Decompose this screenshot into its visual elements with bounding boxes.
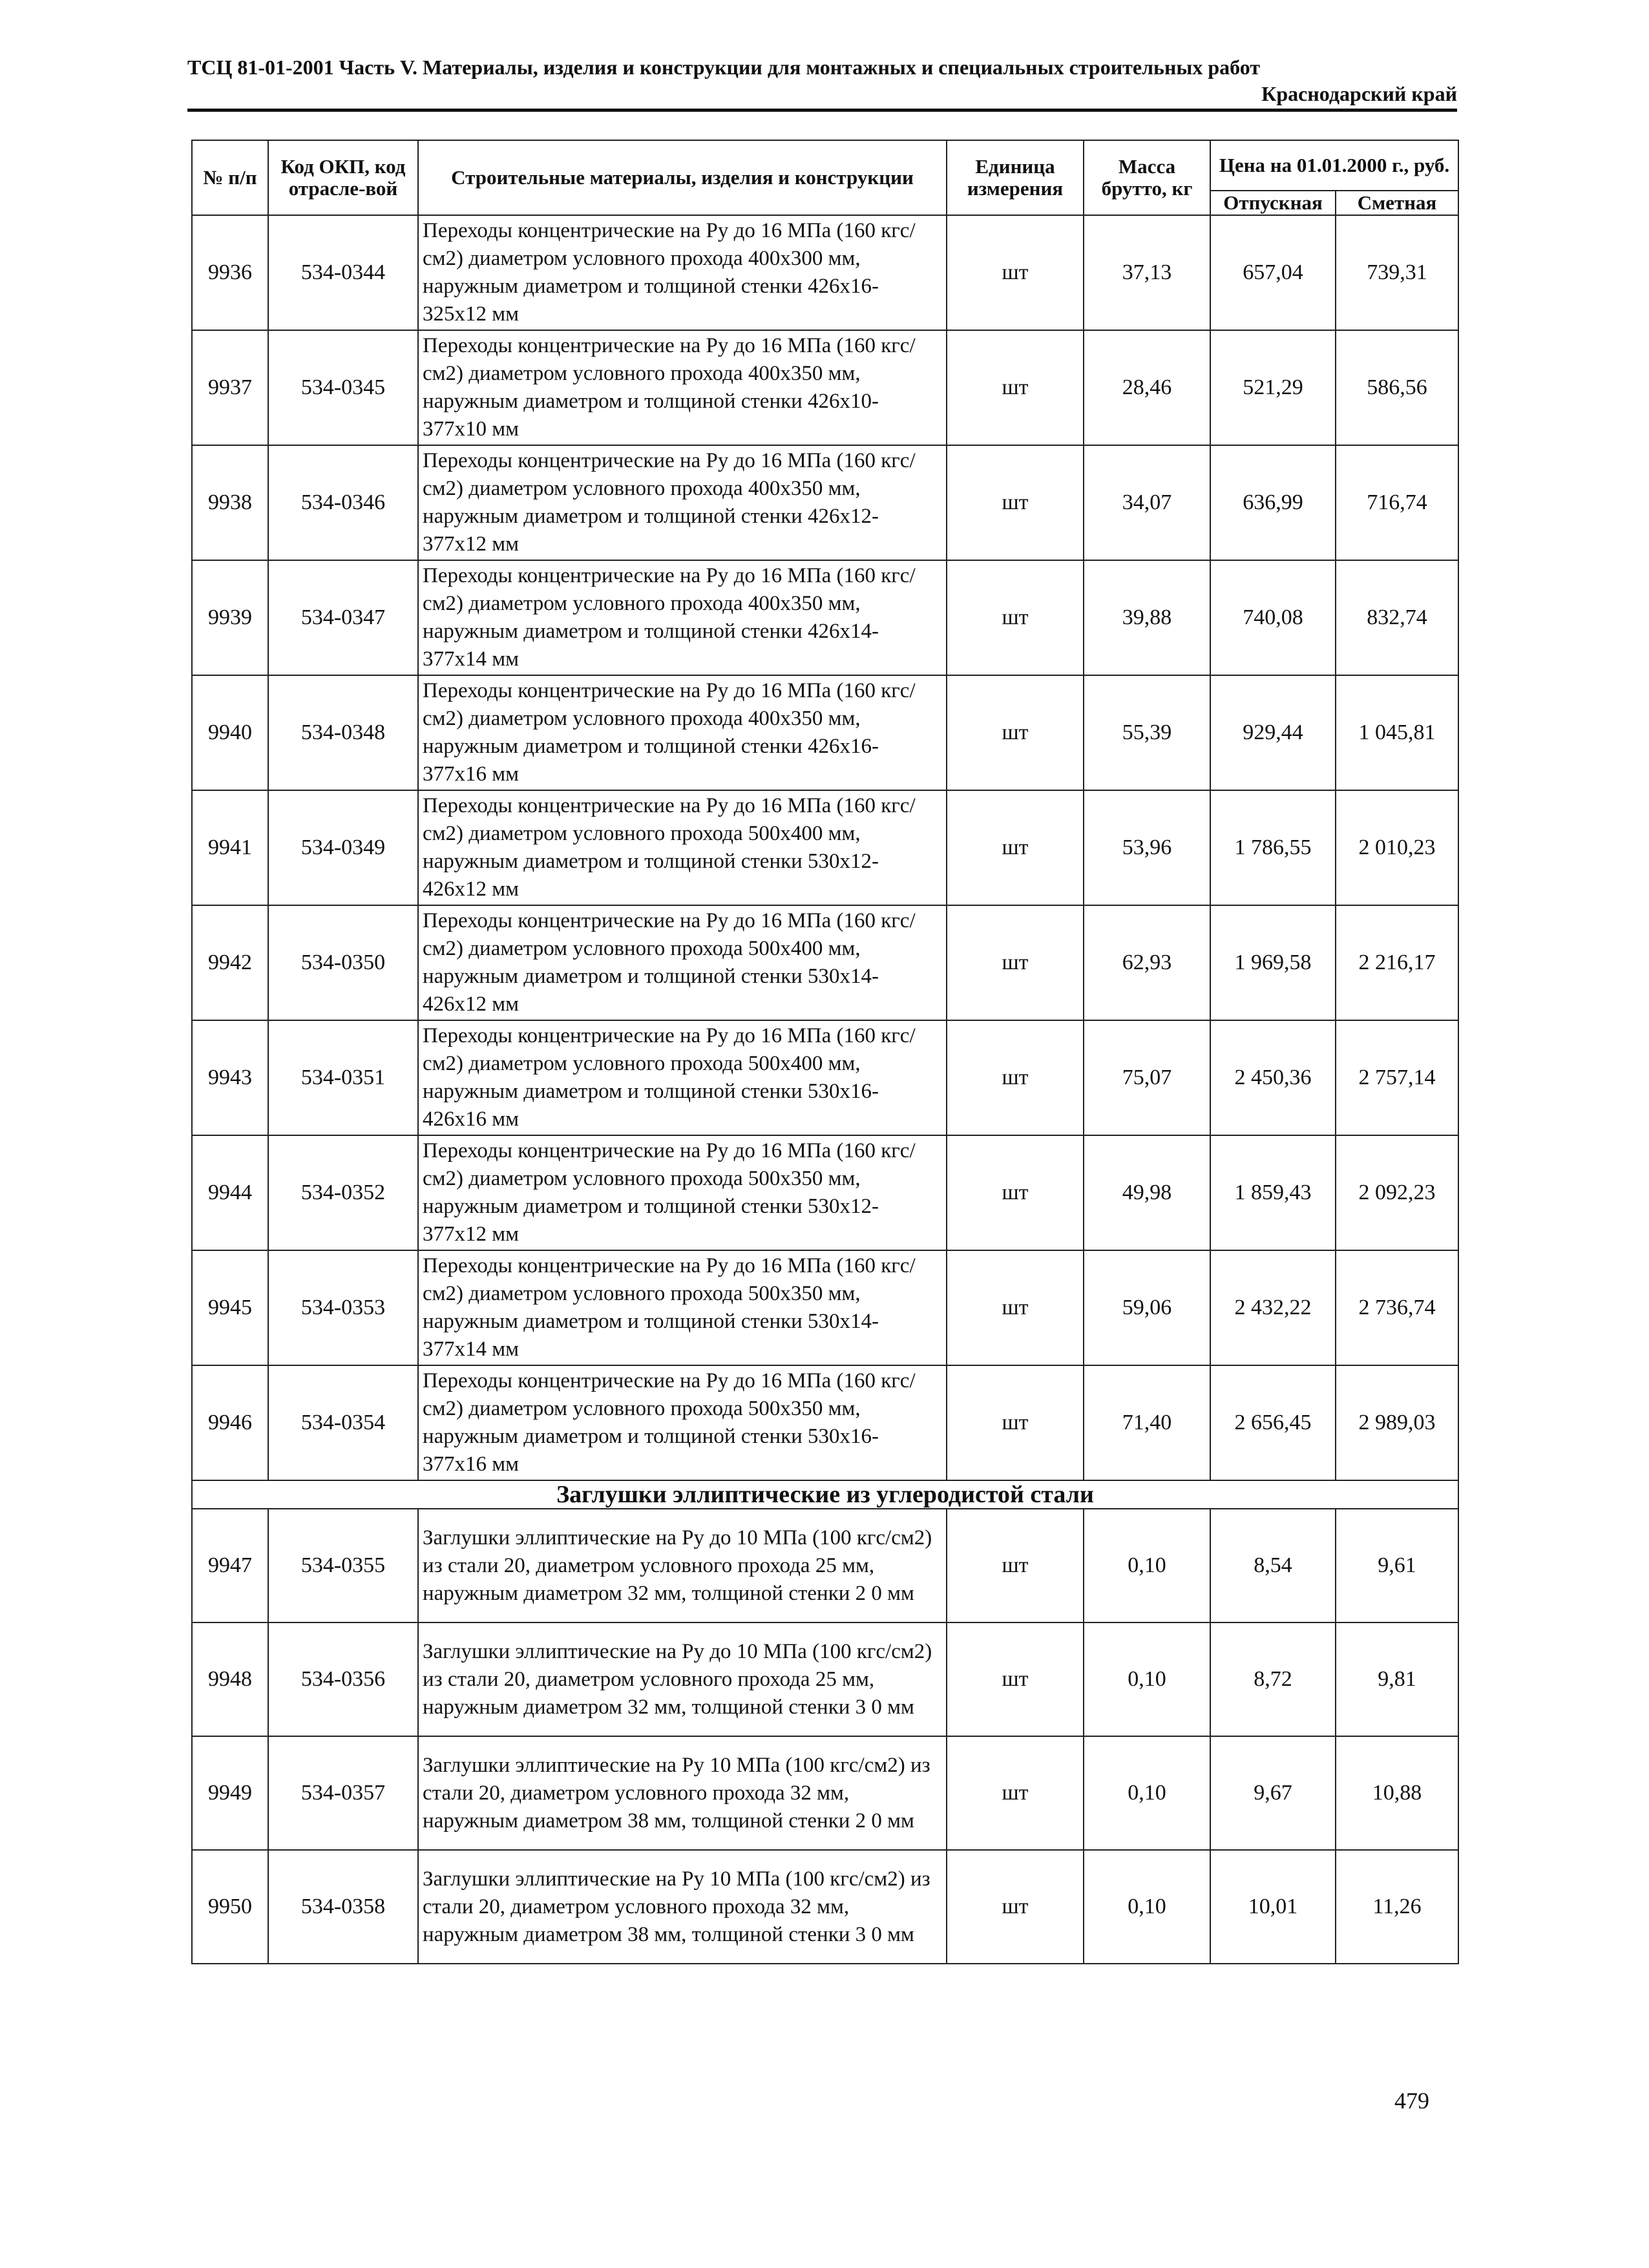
- cell-code: 534-0345: [268, 330, 418, 445]
- cell-unit: шт: [947, 1509, 1084, 1622]
- cell-mass: 59,06: [1084, 1250, 1210, 1365]
- cell-unit: шт: [947, 330, 1084, 445]
- cell-mass: 75,07: [1084, 1020, 1210, 1135]
- cell-price-estimate: 9,81: [1336, 1622, 1458, 1736]
- cell-price-release: 2 450,36: [1210, 1020, 1336, 1135]
- cell-num: 9944: [192, 1135, 268, 1250]
- cell-unit: шт: [947, 675, 1084, 790]
- cell-unit: шт: [947, 1622, 1084, 1736]
- cell-num: 9947: [192, 1509, 268, 1622]
- cell-unit: шт: [947, 445, 1084, 560]
- cell-price-release: 2 656,45: [1210, 1365, 1336, 1480]
- cell-code: 534-0350: [268, 905, 418, 1020]
- cell-price-estimate: 2 736,74: [1336, 1250, 1458, 1365]
- table-row: [192, 1020, 1458, 1135]
- table-row: [192, 1250, 1458, 1365]
- cell-code: 534-0352: [268, 1135, 418, 1250]
- cell-mass: 0,10: [1084, 1736, 1210, 1850]
- cell-code: 534-0347: [268, 560, 418, 675]
- cell-desc: Переходы концентрические на Ру до 16 МПа (160 кгс/см2) диаметром условного прохода 500х350 мм, наружным диаметром и толщиной стенки 530х14-377х14 мм: [418, 1250, 947, 1365]
- cell-desc: Заглушки эллиптические на Ру 10 МПа (100 кгс/см2) из стали 20, диаметром условного прохода 32 мм, наружным диаметром 38 мм, толщиной стенки 2 0 мм: [418, 1736, 947, 1850]
- table-row: [192, 1509, 1458, 1622]
- cell-desc: Заглушки эллиптические на Ру до 10 МПа (100 кгс/см2) из стали 20, диаметром условного прохода 25 мм, наружным диаметром 32 мм, толщиной стенки 2 0 мм: [418, 1509, 947, 1622]
- cell-num: 9948: [192, 1622, 268, 1736]
- cell-price-release: 1 859,43: [1210, 1135, 1336, 1250]
- cell-mass: 55,39: [1084, 675, 1210, 790]
- table-row: [192, 445, 1458, 560]
- cell-code: 534-0353: [268, 1250, 418, 1365]
- header-divider: [187, 109, 1457, 112]
- cell-mass: 34,07: [1084, 445, 1210, 560]
- cell-desc: Заглушки эллиптические на Ру до 10 МПа (100 кгс/см2) из стали 20, диаметром условного прохода 25 мм, наружным диаметром 32 мм, толщиной стенки 3 0 мм: [418, 1622, 947, 1736]
- cell-num: 9945: [192, 1250, 268, 1365]
- cell-price-estimate: 2 092,23: [1336, 1135, 1458, 1250]
- cell-unit: шт: [947, 560, 1084, 675]
- cell-code: 534-0354: [268, 1365, 418, 1480]
- cell-mass: 49,98: [1084, 1135, 1210, 1250]
- cell-price-estimate: 2 010,23: [1336, 790, 1458, 905]
- cell-price-estimate: 2 757,14: [1336, 1020, 1458, 1135]
- cell-unit: шт: [947, 905, 1084, 1020]
- cell-desc: Переходы концентрические на Ру до 16 МПа (160 кгс/см2) диаметром условного прохода 500х400 мм, наружным диаметром и толщиной стенки 530х14-426х12 мм: [418, 905, 947, 1020]
- cell-price-release: 657,04: [1210, 215, 1336, 330]
- page-number: 479: [1394, 2088, 1429, 2114]
- cell-unit: шт: [947, 1365, 1084, 1480]
- cell-price-estimate: 2 989,03: [1336, 1365, 1458, 1480]
- col-header-desc: Строительные материалы, изделия и конструкции: [418, 140, 947, 215]
- col-header-num: № п/п: [192, 140, 268, 215]
- cell-price-estimate: 832,74: [1336, 560, 1458, 675]
- col-header-price-release: Отпускная: [1210, 191, 1336, 215]
- cell-mass: 39,88: [1084, 560, 1210, 675]
- col-header-mass: Масса брутто, кг: [1084, 140, 1210, 215]
- col-header-unit: Единица измерения: [947, 140, 1084, 215]
- cell-code: 534-0351: [268, 1020, 418, 1135]
- cell-num: 9943: [192, 1020, 268, 1135]
- table-row: [192, 560, 1458, 675]
- cell-code: 534-0356: [268, 1622, 418, 1736]
- cell-num: 9940: [192, 675, 268, 790]
- col-header-code: Код ОКП, код отрасле-вой: [268, 140, 418, 215]
- cell-price-estimate: 10,88: [1336, 1736, 1458, 1850]
- cell-price-estimate: 2 216,17: [1336, 905, 1458, 1020]
- cell-price-release: 929,44: [1210, 675, 1336, 790]
- cell-unit: шт: [947, 215, 1084, 330]
- cell-mass: 37,13: [1084, 215, 1210, 330]
- table-row: [192, 1622, 1458, 1736]
- cell-desc: Переходы концентрические на Ру до 16 МПа (160 кгс/см2) диаметром условного прохода 500х400 мм, наружным диаметром и толщиной стенки 530х16-426х16 мм: [418, 1020, 947, 1135]
- table-row: [192, 1135, 1458, 1250]
- cell-unit: шт: [947, 1135, 1084, 1250]
- cell-desc: Переходы концентрические на Ру до 16 МПа (160 кгс/см2) диаметром условного прохода 400х350 мм, наружным диаметром и толщиной стенки 426х16-377х16 мм: [418, 675, 947, 790]
- cell-code: 534-0349: [268, 790, 418, 905]
- cell-code: 534-0357: [268, 1736, 418, 1850]
- header-region: Краснодарский край: [1261, 82, 1457, 105]
- cell-unit: шт: [947, 1250, 1084, 1365]
- cell-code: 534-0358: [268, 1850, 418, 1964]
- cell-mass: 53,96: [1084, 790, 1210, 905]
- table-row: [192, 675, 1458, 790]
- cell-desc: Переходы концентрические на Ру до 16 МПа (160 кгс/см2) диаметром условного прохода 400х350 мм, наружным диаметром и толщиной стенки 426х14-377х14 мм: [418, 560, 947, 675]
- cell-price-release: 10,01: [1210, 1850, 1336, 1964]
- cell-price-estimate: 9,61: [1336, 1509, 1458, 1622]
- cell-code: 534-0344: [268, 215, 418, 330]
- page-header: [187, 56, 1457, 106]
- cell-code: 534-0346: [268, 445, 418, 560]
- cell-num: 9946: [192, 1365, 268, 1480]
- section-title: Заглушки эллиптические из углеродистой стали: [192, 1480, 1458, 1509]
- table-body-transitions: [192, 215, 1458, 1480]
- col-header-price-estimate: Сметная: [1336, 191, 1458, 215]
- cell-num: 9937: [192, 330, 268, 445]
- cell-desc: Заглушки эллиптические на Ру 10 МПа (100 кгс/см2) из стали 20, диаметром условного прохода 32 мм, наружным диаметром 38 мм, толщиной стенки 3 0 мм: [418, 1850, 947, 1964]
- cell-price-release: 1 786,55: [1210, 790, 1336, 905]
- cell-price-estimate: 1 045,81: [1336, 675, 1458, 790]
- table-row: [192, 330, 1458, 445]
- cell-price-release: 636,99: [1210, 445, 1336, 560]
- cell-mass: 62,93: [1084, 905, 1210, 1020]
- table-row: [192, 1736, 1458, 1850]
- cell-desc: Переходы концентрические на Ру до 16 МПа (160 кгс/см2) диаметром условного прохода 500х350 мм, наружным диаметром и толщиной стенки 530х12-377х12 мм: [418, 1135, 947, 1250]
- col-header-price: Цена на 01.01.2000 г., руб.: [1210, 140, 1458, 191]
- cell-price-release: 1 969,58: [1210, 905, 1336, 1020]
- cell-price-estimate: 586,56: [1336, 330, 1458, 445]
- cell-code: 534-0355: [268, 1509, 418, 1622]
- cell-num: 9950: [192, 1850, 268, 1964]
- cell-price-estimate: 716,74: [1336, 445, 1458, 560]
- cell-desc: Переходы концентрические на Ру до 16 МПа (160 кгс/см2) диаметром условного прохода 400х300 мм, наружным диаметром и толщиной стенки 426х16-325х12 мм: [418, 215, 947, 330]
- cell-price-release: 8,72: [1210, 1622, 1336, 1736]
- cell-num: 9941: [192, 790, 268, 905]
- cell-price-release: 9,67: [1210, 1736, 1336, 1850]
- cell-desc: Переходы концентрические на Ру до 16 МПа (160 кгс/см2) диаметром условного прохода 400х350 мм, наружным диаметром и толщиной стенки 426х12-377х12 мм: [418, 445, 947, 560]
- cell-price-estimate: 739,31: [1336, 215, 1458, 330]
- cell-desc: Переходы концентрические на Ру до 16 МПа (160 кгс/см2) диаметром условного прохода 500х400 мм, наружным диаметром и толщиной стенки 530х12-426х12 мм: [418, 790, 947, 905]
- cell-code: 534-0348: [268, 675, 418, 790]
- cell-price-release: 740,08: [1210, 560, 1336, 675]
- header-title: ТСЦ 81-01-2001 Часть V. Материалы, изделия и конструкции для монтажных и специальных строительных работ: [187, 56, 1261, 79]
- cell-mass: 28,46: [1084, 330, 1210, 445]
- cell-mass: 0,10: [1084, 1622, 1210, 1736]
- cell-unit: шт: [947, 790, 1084, 905]
- table-row: [192, 1365, 1458, 1480]
- cell-price-release: 521,29: [1210, 330, 1336, 445]
- table-row: [192, 215, 1458, 330]
- table-section: [192, 1480, 1458, 1509]
- cell-num: 9936: [192, 215, 268, 330]
- cell-price-release: 8,54: [1210, 1509, 1336, 1622]
- cell-num: 9949: [192, 1736, 268, 1850]
- table-row: [192, 790, 1458, 905]
- cell-num: 9938: [192, 445, 268, 560]
- cell-mass: 0,10: [1084, 1850, 1210, 1964]
- cell-price-release: 2 432,22: [1210, 1250, 1336, 1365]
- cell-num: 9939: [192, 560, 268, 675]
- table-body-caps: [192, 1509, 1458, 1964]
- cell-unit: шт: [947, 1736, 1084, 1850]
- table-row: [192, 905, 1458, 1020]
- cell-desc: Переходы концентрические на Ру до 16 МПа (160 кгс/см2) диаметром условного прохода 500х350 мм, наружным диаметром и толщиной стенки 530х16-377х16 мм: [418, 1365, 947, 1480]
- cell-price-estimate: 11,26: [1336, 1850, 1458, 1964]
- cell-mass: 0,10: [1084, 1509, 1210, 1622]
- table-header: [192, 140, 1458, 215]
- cell-num: 9942: [192, 905, 268, 1020]
- cell-unit: шт: [947, 1850, 1084, 1964]
- cell-mass: 71,40: [1084, 1365, 1210, 1480]
- table-row: [192, 1850, 1458, 1964]
- cell-desc: Переходы концентрические на Ру до 16 МПа (160 кгс/см2) диаметром условного прохода 400х350 мм, наружным диаметром и толщиной стенки 426х10-377х10 мм: [418, 330, 947, 445]
- price-table: [191, 140, 1459, 1964]
- cell-unit: шт: [947, 1020, 1084, 1135]
